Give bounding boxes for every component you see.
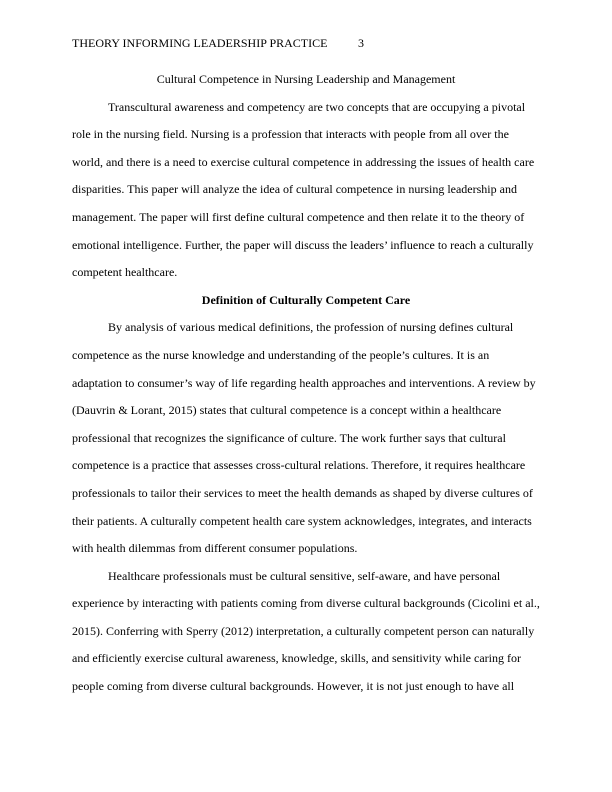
paragraph-professionals: Healthcare professionals must be cultural sensitive, self-aware, and have personal experience by interacting with patients coming from diverse cultural backgrounds (Cicolini et al., 2015). Conferring with Sperry (2012) interpretation, a culturally competent person can naturally and efficiently exercise cultural awareness, knowledge, skills, and sensitivity while caring for people coming from diverse cultural backgrounds. However, it is not just enough to have all [72, 568, 540, 694]
running-head: THEORY INFORMING LEADERSHIP PRACTICE [72, 36, 328, 50]
paragraph-intro: Transcultural awareness and competency are two concepts that are occupying a pivotal role in the nursing field. Nursing is a profession that interacts with people from all over the world, and there is a need to exercise cultural competence in addressing the issues of health care disparities. This paper will analyze the idea of cultural competence in nursing leadership and management. The paper will first define cultural competence and then relate it to the theory of emotional intelligence. Further, the paper will discuss the leaders’ influence to reach a culturally competent healthcare. [72, 99, 535, 280]
paper-title: Cultural Competence in Nursing Leadership and Management [156, 72, 456, 86]
paragraph-definition: By analysis of various medical definitions, the profession of nursing defines cultural competence as the nurse knowledge and understanding of the people’s cultures. It is an adaptation to consumer’s way of life regarding health approaches and interventions. A review by (Dauvrin & Lorant, 2015) states that cultural competence is a concept within a healthcare professional that recognizes the significance of culture. The work further says that cultural competence is a practice that assesses cross-cultural relations. Therefore, it requires healthcare professionals to tailor their services to meet the health demands as shaped by diverse cultures of their patients. A culturally competent health care system acknowledges, integrates, and interacts with health dilemmas from different consumer populations. [72, 320, 536, 556]
body-content [72, 66, 540, 701]
page-number: 3 [358, 36, 364, 50]
section-heading: Definition of Culturally Competent Care [201, 292, 411, 307]
